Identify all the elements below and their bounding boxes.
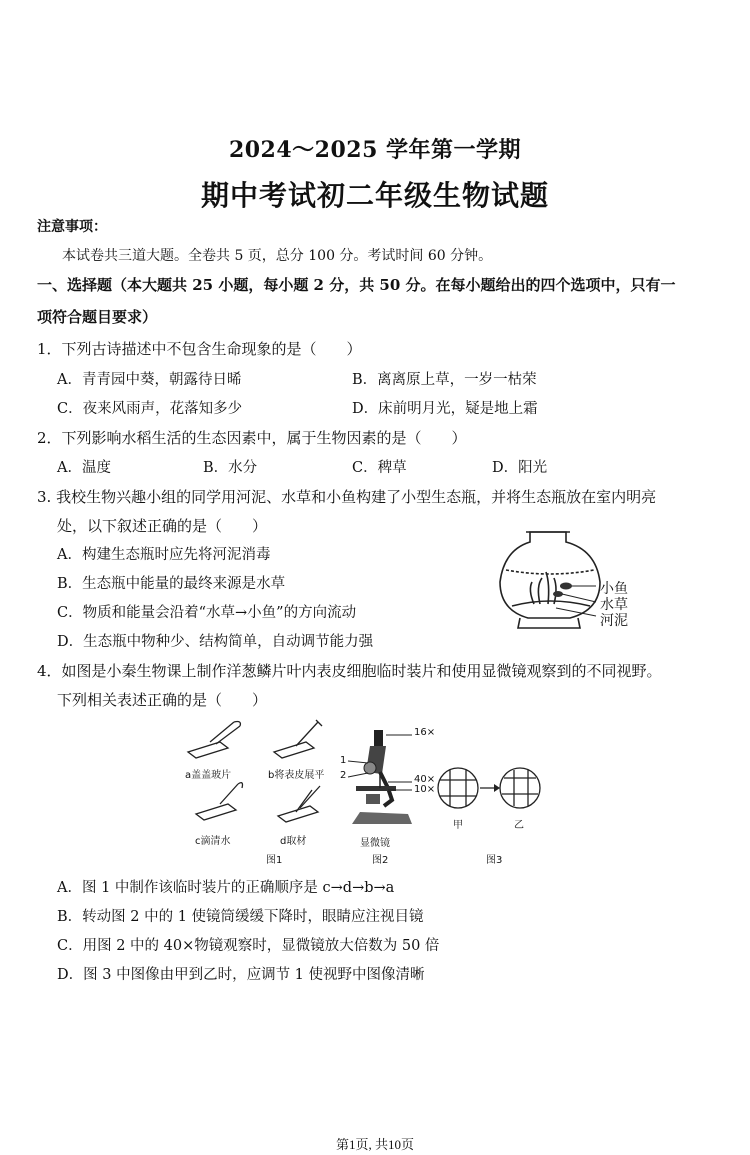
field-of-view-figure xyxy=(436,766,548,814)
fig1-label-a: a盖盖玻片 xyxy=(185,770,232,781)
fig2-label-2: 2 xyxy=(340,770,347,781)
exam-title: 期中考试初二年级生物试题 xyxy=(200,179,549,212)
fig3-label-jia: 甲 xyxy=(453,820,463,831)
q3-option-b: B．生态瓶中能量的最终来源是水草 xyxy=(57,576,286,592)
bottle-label-fish: 小鱼 xyxy=(600,581,628,597)
fig2-microscope-name: 显微镜 xyxy=(360,838,390,849)
section1-heading-line2: 项符合题目要求） xyxy=(37,308,158,326)
q4-option-b: B．转动图 2 中的 1 使镜筒缓缓下降时，眼睛应注视目镜 xyxy=(57,909,424,925)
q1-option-d: D．床前明月光，疑是地上霜 xyxy=(352,401,538,417)
q1-stem: 1．下列古诗描述中不包含生命现象的是（ ） xyxy=(37,340,362,358)
q3-stem-line2: 处，以下叙述正确的是（ ） xyxy=(57,517,268,535)
fig2-eyepiece-label: 16× xyxy=(414,727,436,738)
fig1-caption: 图1 xyxy=(266,855,283,866)
fig2-caption: 图2 xyxy=(372,855,389,866)
q3-option-d: D．生态瓶中物种少、结构简单，自动调节能力强 xyxy=(57,634,374,650)
q1-option-b: B．离离原上草，一岁一枯荣 xyxy=(352,372,537,388)
section1-heading-line1: 一、选择题（本大题共 25 小题，每小题 2 分，共 50 分。在每小题给出的四个选项中，只有一 xyxy=(37,276,676,294)
page-footer: 第1页, 共10页 xyxy=(335,1137,414,1152)
q1-option-a: A．青青园中葵，朝露待日晞 xyxy=(57,372,242,388)
q3-stem-line1: 3. 我校生物兴趣小组的同学用河泥、水草和小鱼构建了小型生态瓶，并将生态瓶放在室内明亮 xyxy=(37,488,657,506)
fig2-label-1: 1 xyxy=(340,755,347,766)
bottle-label-weed: 水草 xyxy=(600,597,628,613)
q4-option-d: D．图 3 中图像由甲到乙时，应调节 1 使视野中图像清晰 xyxy=(57,967,425,983)
q2-option-c: C．稗草 xyxy=(352,460,407,476)
q4-option-a: A．图 1 中制作该临时装片的正确顺序是 c→d→b→a xyxy=(57,880,395,896)
q2-option-a: A．温度 xyxy=(57,460,111,476)
q2-option-b: B．水分 xyxy=(203,460,258,476)
fig1-label-c: c滴清水 xyxy=(195,836,231,847)
exam-year-line: 2024～2025 学年第一学期 xyxy=(228,137,522,163)
q1-option-c: C．夜来风雨声，花落知多少 xyxy=(57,401,243,417)
fig1-label-b: b将表皮展平 xyxy=(268,770,325,781)
q2-stem: 2．下列影响水稻生活的生态因素中，属于生物因素的是（ ） xyxy=(37,429,467,447)
notice-heading: 注意事项： xyxy=(37,219,107,235)
bottle-label-mud: 河泥 xyxy=(600,613,628,629)
q4-option-c: C．用图 2 中的 40×物镜观察时，显微镜放大倍数为 50 倍 xyxy=(57,938,440,954)
microscope-leader-lines xyxy=(340,733,420,793)
fig2-objective-10-label: 10× xyxy=(414,784,436,795)
fig2-objective-40-label: 40× xyxy=(414,774,436,785)
fig3-label-yi: 乙 xyxy=(514,820,524,831)
fig1-label-d: d取材 xyxy=(280,836,307,847)
q4-stem-line2: 下列相关表述正确的是（ ） xyxy=(57,691,268,709)
q3-option-c: C．物质和能量会沿着“水草→小鱼”的方向流动 xyxy=(57,605,357,621)
q2-option-d: D．阳光 xyxy=(492,460,548,476)
q3-option-a: A．构建生态瓶时应先将河泥消毒 xyxy=(57,547,271,563)
fig3-caption: 图3 xyxy=(486,855,503,866)
notice-text: 本试卷共三道大题。全卷共 5 页，总分 100 分。考试时间 60 分钟。 xyxy=(62,248,493,264)
q4-stem-line1: 4．如图是小秦生物课上制作洋葱鳞片叶内表皮细胞临时装片和使用显微镜观察到的不同视野。 xyxy=(37,662,662,680)
